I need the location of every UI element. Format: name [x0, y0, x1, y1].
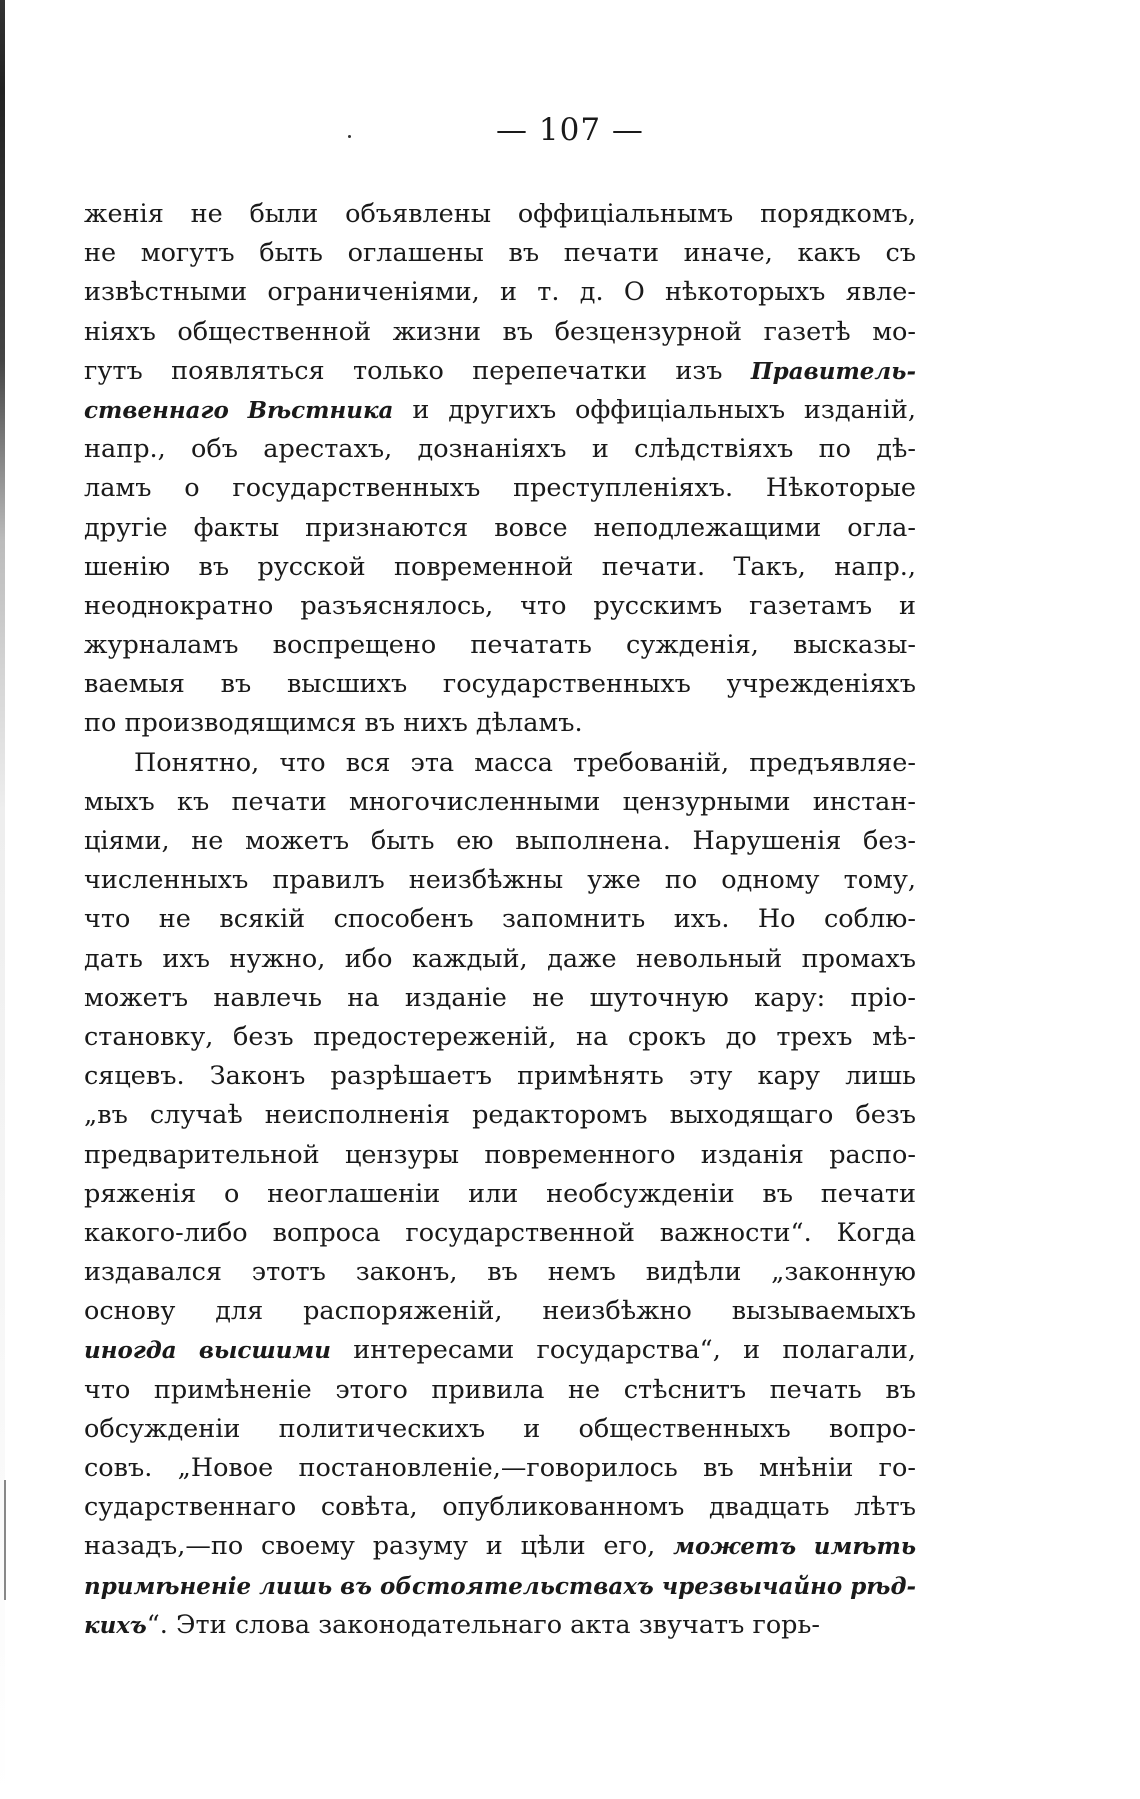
- text-segment: женія не были объявлены оффиціальнымъ порядкомъ,: [84, 199, 916, 229]
- text-line: [84, 587, 916, 626]
- text-line: [84, 1018, 916, 1057]
- text-line: [84, 979, 916, 1018]
- text-line: [84, 469, 916, 508]
- text-segment: ламъ о государственныхъ преступленіяхъ. Нѣкоторые: [84, 473, 916, 504]
- text-segment: напр., объ арестахъ, дознаніяхъ и слѣдствіяхъ по дѣ-: [84, 434, 916, 465]
- text-segment: ряженія о неоглашеніи или необсужденіи въ печати: [84, 1178, 916, 1209]
- italic-segment: иногда высшими: [84, 1337, 332, 1365]
- text-line: [84, 313, 916, 352]
- text-segment: становку, безъ предостереженій, на срокъ до трехъ мѣ-: [84, 1021, 916, 1052]
- text-segment: что примѣненіе этого привила не стѣснитъ печать въ: [84, 1374, 916, 1405]
- text-line: [84, 1488, 916, 1527]
- text-segment: ніяхъ общественной жизни въ безцензурной газетѣ мо-: [84, 316, 916, 347]
- text-line: [84, 430, 916, 469]
- text-line: [84, 1410, 916, 1449]
- text-line: [84, 1136, 916, 1175]
- text-line: [84, 1096, 916, 1135]
- text-segment: какого-либо вопроса государственной важности“. Когда: [84, 1217, 916, 1248]
- text-segment: назадъ,—по своему разуму и цѣли его,: [84, 1531, 674, 1562]
- text-segment: “. Эти слова законодательнаго акта звучатъ горь-: [146, 1609, 821, 1640]
- binding-edge-mark: [4, 1480, 6, 1600]
- text-segment: Понятно, что вся эта масса требованій, предъявляе-: [134, 747, 916, 778]
- text-line: [84, 234, 916, 273]
- text-line: [84, 1292, 916, 1331]
- text-line: [84, 273, 916, 312]
- text-line: [84, 195, 916, 234]
- text-segment: сударственнаго совѣта, опубликованномъ двадцать лѣтъ: [84, 1492, 916, 1523]
- text-line: [84, 822, 916, 861]
- text-line: [84, 1567, 916, 1606]
- text-line: [84, 1253, 916, 1292]
- text-segment: предварительной цензуры повременного изданія распо-: [84, 1139, 916, 1170]
- text-segment: извѣстными ограниченіями, и т. д. О нѣкоторыхъ явле-: [84, 277, 916, 308]
- body-text: [84, 195, 916, 1645]
- text-line: [84, 1371, 916, 1410]
- text-segment: издавался этотъ законъ, въ немъ видѣли „законную: [84, 1257, 916, 1288]
- text-line: [84, 509, 916, 548]
- text-line: [84, 1331, 916, 1370]
- text-line: [84, 1057, 916, 1096]
- text-line: [84, 1175, 916, 1214]
- text-line: [84, 352, 916, 391]
- text-line: [84, 1527, 916, 1566]
- text-segment: по производящимся въ нихъ дѣламъ.: [84, 708, 583, 739]
- page-number: — 107 —: [496, 112, 644, 148]
- text-segment: шенію въ русской повременной печати. Такъ, напр.,: [84, 551, 916, 582]
- text-segment: мыхъ къ печати многочисленными цензурными инстан-: [84, 786, 916, 817]
- text-segment: основу для распоряженій, неизбѣжно вызываемыхъ: [84, 1296, 916, 1327]
- text-segment: „въ случаѣ неисполненія редакторомъ выходящаго безъ: [84, 1100, 916, 1131]
- text-line: [84, 1606, 916, 1645]
- text-segment: численныхъ правилъ неизбѣжны уже по одному тому,: [84, 865, 916, 896]
- text-line: [84, 704, 916, 743]
- text-segment: журналамъ воспрещено печатать сужденія, высказы-: [84, 630, 916, 661]
- text-segment: дать ихъ нужно, ибо каждый, даже невольный промахъ: [84, 943, 916, 974]
- text-line: [84, 744, 916, 783]
- text-segment: не могутъ быть оглашены въ печати иначе, какъ съ: [84, 238, 916, 269]
- text-segment: другіе факты признаются вовсе неподлежащими огла-: [84, 512, 916, 543]
- text-segment: можетъ навлечь на изданіе не шуточную кару: пріо-: [84, 982, 916, 1013]
- text-line: [84, 391, 916, 430]
- text-segment: ваемыя въ высшихъ государственныхъ учрежденіяхъ: [84, 669, 916, 700]
- text-line: [84, 548, 916, 587]
- text-segment: неоднократно разъяснялось, что русскимъ газетамъ и: [84, 590, 916, 621]
- italic-segment: ственнаго Вѣстника: [84, 396, 394, 424]
- italic-segment: кихъ: [84, 1611, 147, 1639]
- text-line: [84, 626, 916, 665]
- text-segment: сяцевъ. Законъ разрѣшаетъ примѣнять эту кару лишь: [84, 1061, 916, 1092]
- text-line: [84, 1449, 916, 1488]
- text-segment: ціями, не можетъ быть ею выполнена. Нарушенія без-: [84, 826, 916, 856]
- text-segment: обсужденіи политическихъ и общественныхъ вопро-: [84, 1413, 916, 1444]
- text-line: [84, 665, 916, 704]
- text-segment: и другихъ оффиціальныхъ изданій,: [393, 394, 916, 425]
- text-line: [84, 1214, 916, 1253]
- italic-segment: примѣненіе лишь въ обстоятельствахъ чрезвычайно рѣд-: [84, 1572, 916, 1600]
- text-line: [84, 783, 916, 822]
- text-segment: совъ. „Новое постановленіе,—говорилось въ мнѣніи го-: [84, 1453, 916, 1483]
- italic-segment: Правитель-: [750, 357, 916, 385]
- text-segment: гутъ появляться только перепечатки изъ: [84, 355, 751, 386]
- text-segment: что не всякій способенъ запомнить ихъ. Но соблю-: [84, 904, 916, 935]
- text-line: [84, 900, 916, 939]
- text-segment: интересами государства“, и полагали,: [331, 1335, 916, 1366]
- italic-segment: можетъ имѣть: [673, 1533, 916, 1561]
- text-line: [84, 861, 916, 900]
- text-line: [84, 940, 916, 979]
